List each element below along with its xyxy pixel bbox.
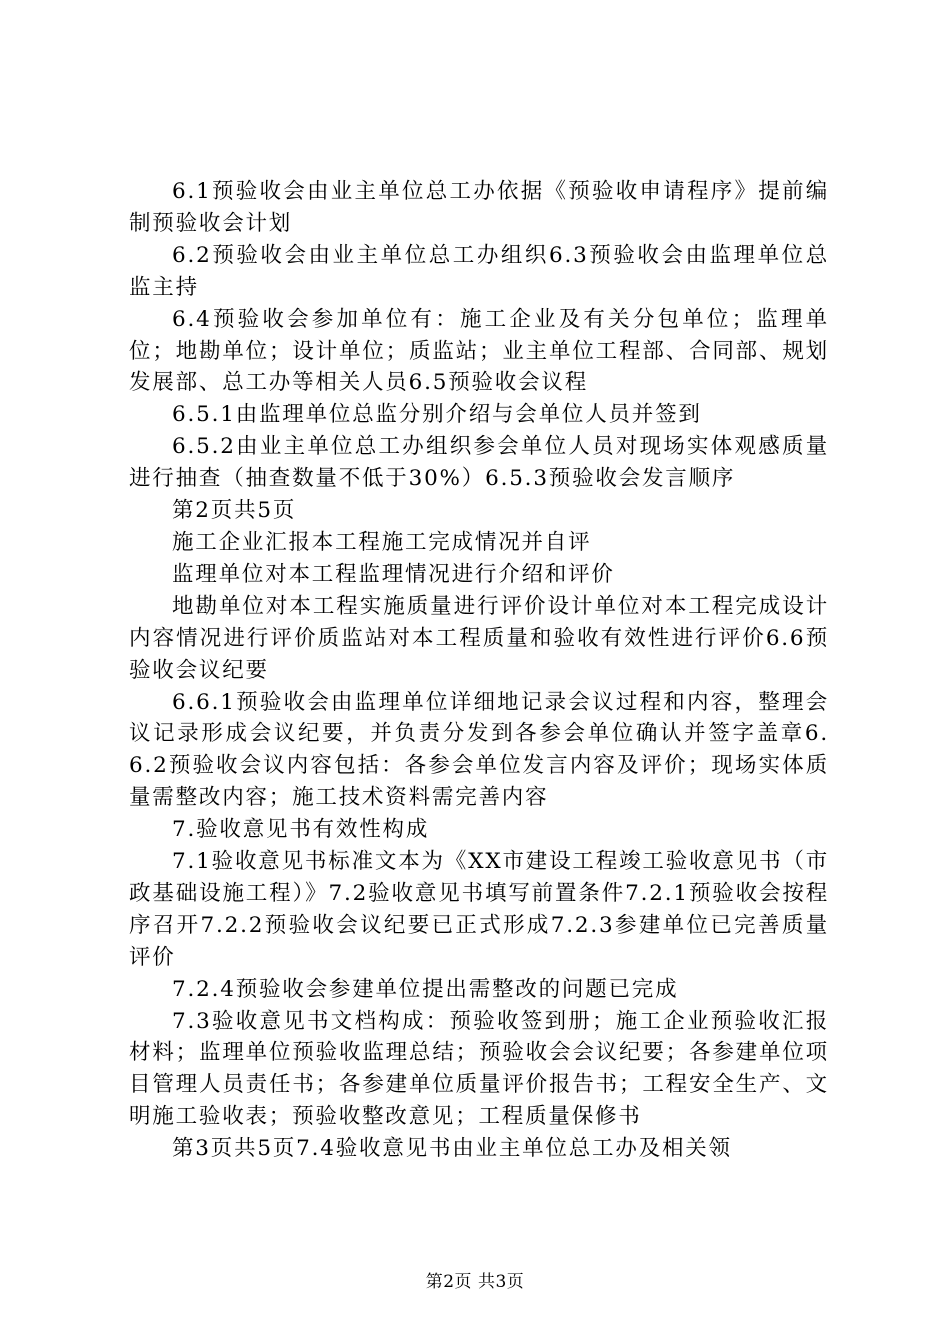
paragraph-7-heading: 7.验收意见书有效性构成 [172, 817, 430, 843]
page-footer: 第2页 共3页 [425, 1272, 525, 1292]
paragraph-6-5-2: 6.5.2由业主单位总工办组织参会单位人员对现场实体观感质量进行抽查（抽查数量不低于30%）6.5.3预验收会发言顺序 [129, 434, 829, 492]
paragraph-6-5-1: 6.5.1由监理单位总监分别介绍与会单位人员并签到 [172, 402, 702, 428]
paragraph-7-2-4: 7.2.4预验收会参建单位提出需整改的问题已完成 [172, 976, 679, 1002]
paragraph-survey-evaluation: 地勘单位对本工程实施质量进行评价设计单位对本工程完成设计内容情况进行评价质监站对本工程质量和验收有效性进行评价6.6预验收会议纪要 [129, 593, 829, 683]
paragraph-6-1: 6.1预验收会由业主单位总工办依据《预验收申请程序》提前编制预验收会计划 [129, 179, 829, 236]
paragraph-6-6-1: 6.6.1预验收会由监理单位详细地记录会议过程和内容，整理会议记录形成会议纪要，并负责分发到各参会单位确认并签字盖章6.6.2预验收会议内容包括：各参会单位发言内容及评价；现场实体质量需整改内容；施工技术资料需完善内容 [129, 689, 829, 811]
paragraph-6-4: 6.4预验收会参加单位有：施工企业及有关分包单位；监理单位；地勘单位；设计单位；质监站；业主单位工程部、合同部、规划发展部、总工办等相关人员6.5预验收会议程 [129, 306, 829, 396]
paragraph-7-4: 第3页共5页7.4验收意见书由业主单位总工办及相关领 [172, 1136, 732, 1162]
paragraph-6-2: 6.2预验收会由业主单位总工办组织6.3预验收会由监理单位总监主持 [129, 242, 829, 300]
paragraph-7-3: 7.3验收意见书文档构成：预验收签到册；施工企业预验收汇报材料；监理单位预验收监理总结；预验收会会议纪要；各参建单位项目管理人员责任书；各参建单位质量评价报告书；工程安全生产、文明施工验收表；预验收整改意见；工程质量保修书 [129, 1008, 829, 1130]
paragraph-supervision-report: 监理单位对本工程监理情况进行介绍和评价 [172, 561, 615, 587]
paragraph-7-1: 7.1验收意见书标准文本为《XX市建设工程竣工验收意见书（市政基础设施工程）》7.2验收意见书填写前置条件7.2.1预验收会按程序召开7.2.2预验收会议纪要已正式形成7.2.3参建单位已完善质量评价 [129, 849, 829, 970]
paragraph-construction-report: 施工企业汇报本工程施工完成情况并自评 [172, 529, 592, 555]
document-body [129, 176, 829, 1165]
inline-page-marker-2: 第2页共5页 [172, 498, 297, 524]
